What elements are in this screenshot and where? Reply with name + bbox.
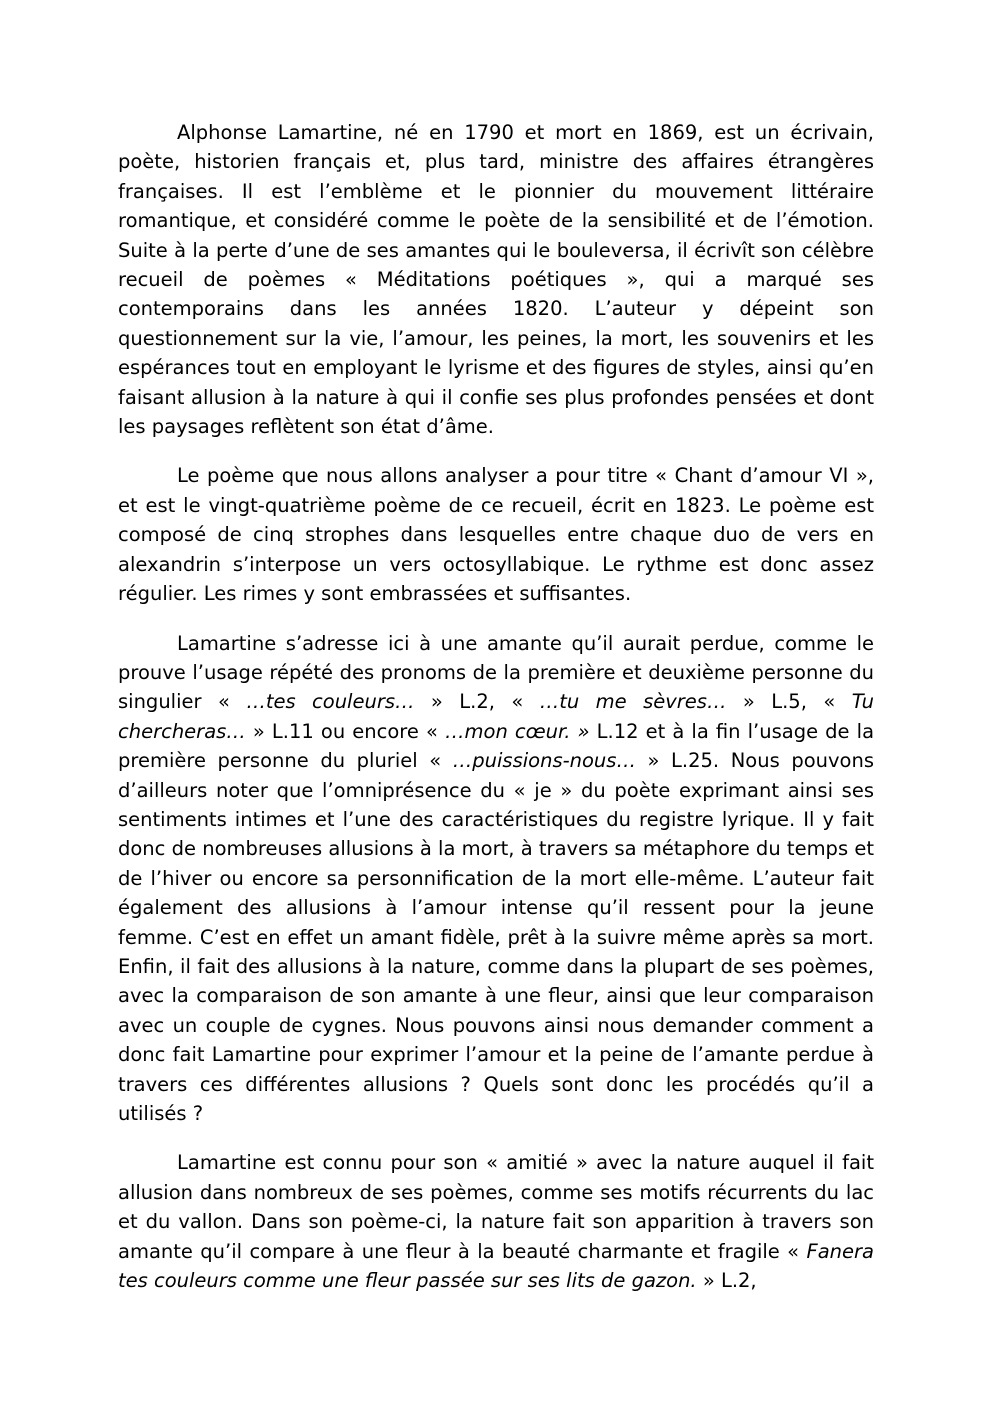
text-segment: L.12 et à la fin l’usage de la première personne du pluriel « xyxy=(118,719,875,773)
document-page xyxy=(118,118,874,1315)
paragraph-intro xyxy=(118,118,874,441)
text-segment: Lamartine est connu pour son « amitié » avec la nature auquel il fait allusion dans nombreux de ses poèmes, comme ses motifs récurrents du lac et du vallon. Dans son poème-ci, la nature fait son apparition à travers son amante qu’il compare à une fleur à la beauté charmante et fragile « xyxy=(118,1151,874,1263)
text-segment: » L.25. Nous pouvons d’ailleurs noter que l’omniprésence du « je » du poète exprimant ainsi ses sentiments intimes et l’une des caractéristiques du registre lyrique. Il y fait donc de nombreuses allusions à la mort, à travers sa métaphore du temps et de l’hiver ou encore sa personnification de la mort elle-même. L’auteur fait également des allusions à l’amour intense qu’il ressent pour la jeune femme. C’est en effet un amant fidèle, prêt à la suivre même après sa mort. Enfin, il fait des allusions à la nature, comme dans la plupart de ses poèmes, avec la comparaison de son amante à une fleur, ainsi que leur comparaison avec un couple de cygnes. Nous pouvons ainsi nous demander comment a donc fait Lamartine pour exprimer l’amour et la peine de l’amante perdue à travers ces différentes allusions ? Quels sont donc les procédés qu’il a utilisés ? xyxy=(118,749,874,1125)
text-segment: Le poème que nous allons analyser a pour titre « Chant d’amour VI », et est le vingt-quatrième poème de ce recueil, écrit en 1823. Le poème est composé de cinq strophes dans lesquelles entre chaque duo de vers en alexandrin s’interpose un vers octosyllabique. Le rythme est donc assez régulier. Les rimes y sont embrassées et suffisantes. xyxy=(118,464,874,606)
quote-segment: Fanera tes couleurs comme une fleur passée sur ses lits de gazon. xyxy=(118,1239,874,1293)
text-segment: Lamartine s’adresse ici à une amante qu’il aurait perdue, comme le prouve l’usage répété des pronoms de la première et deuxième personne du singulier « xyxy=(118,631,874,714)
quote-segment: …puissions-nous… xyxy=(452,749,636,773)
text-segment: » L.5, « xyxy=(726,690,852,714)
quote-segment: …tes couleurs… xyxy=(246,690,415,714)
quote-segment: Tu chercheras… xyxy=(118,690,874,743)
text-segment: » L.11 ou encore « xyxy=(245,719,446,743)
text-segment: Alphonse Lamartine, né en 1790 et mort en 1869, est un écrivain, poète, historien français et, plus tard, ministre des affaires étrangères françaises. Il est l’emblème et le pionnier du mouvement littéraire romantique, et considéré comme le poète de la sensibilité et de l’émotion. Suite à la perte d’une de ses amantes qui le bouleversa, il écrivît son célèbre recueil de poèmes « Méditations poétiques », qui a marqué ses contemporains dans les années 1820. L’auteur y dépeint son questionnement sur la vie, l’amour, les peines, la mort, les souvenirs et les espérances tout en employant le lyrisme et des figures de styles, ainsi qu’en faisant allusion à la nature à qui il confie ses plus profondes pensées et dont les paysages reflètent son état d’âme. xyxy=(118,121,874,439)
paragraph-nature xyxy=(118,1148,874,1295)
paragraph-poem-description xyxy=(118,461,874,608)
paragraph-analysis xyxy=(118,629,874,1129)
text-segment: » L.2, « xyxy=(414,690,540,714)
quote-segment: …mon cœur. » xyxy=(445,719,590,743)
quote-segment: …tu me sèvres… xyxy=(539,690,727,714)
text-segment: » L.2, xyxy=(696,1269,757,1293)
